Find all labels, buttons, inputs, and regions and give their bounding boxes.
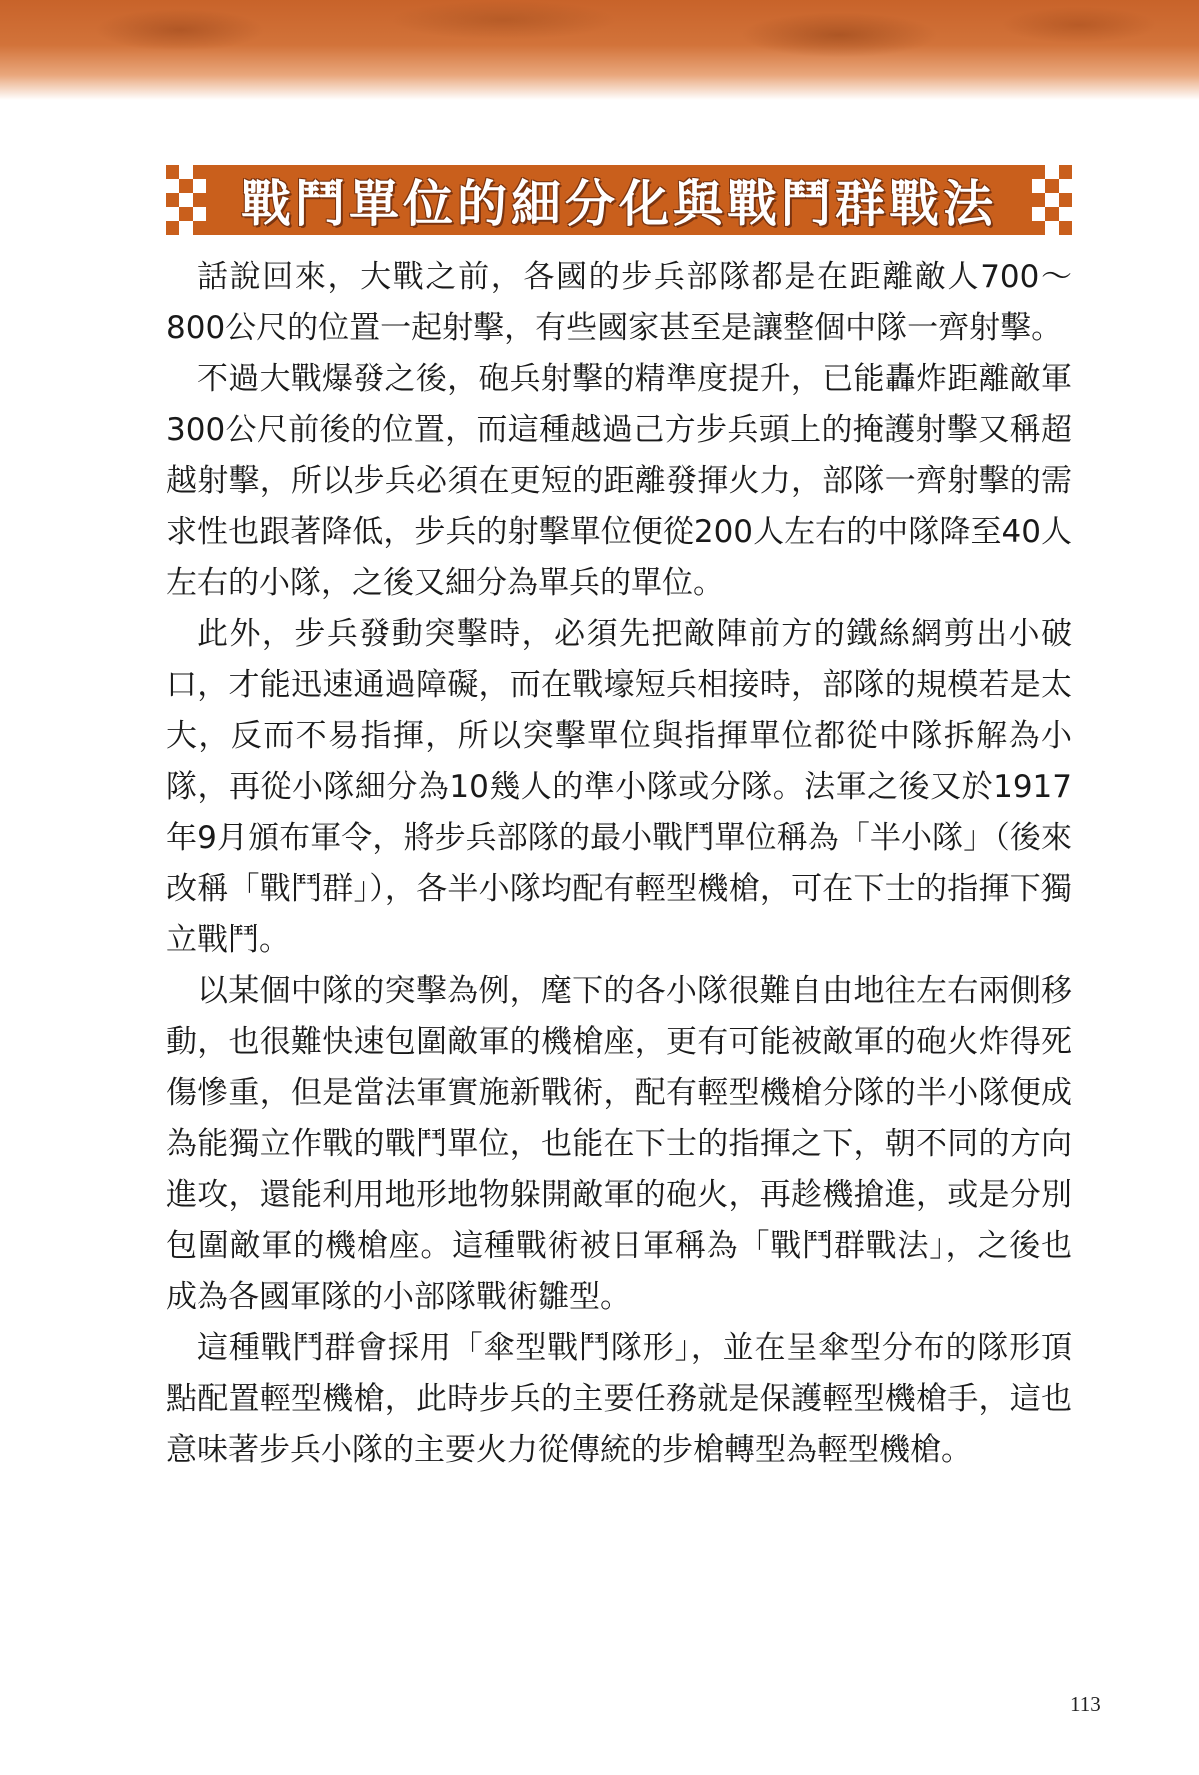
paragraph-5: 這種戰鬥群會採用「傘型戰鬥隊形」，並在呈傘型分布的隊形頂點配置輕型機槍，此時步兵的主要任務就是保護輕型機槍手，這也意味著步兵小隊的主要火力從傳統的步槍轉型為輕型機槍。 bbox=[166, 1330, 1072, 1468]
paragraph-2: 不過大戰爆發之後，砲兵射擊的精準度提升，已能轟炸距離敵軍300公尺前後的位置，而這種越過己方步兵頭上的掩護射擊又稱超越射擊，所以步兵必須在更短的距離發揮火力，部隊一齊射擊的需求性也跟著降低，步兵的射擊單位便從200人左右的中隊降至40人左右的小隊，之後又細分為單兵的單位。 bbox=[166, 361, 1072, 601]
checker-ornament-left bbox=[166, 165, 206, 235]
paragraph-3: 此外，步兵發動突擊時，必須先把敵陣前方的鐵絲網剪出小破口，才能迅速通過障礙，而在戰壕短兵相接時，部隊的規模若是太大，反而不易指揮，所以突擊單位與指揮單位都從中隊拆解為小隊，再從小隊細分為10幾人的準小隊或分隊。法軍之後又於1917年9月頒布軍令，將步兵部隊的最小戰鬥單位稱為「半小隊」（後來改稱「戰鬥群」），各半小隊均配有輕型機槍，可在下士的指揮下獨立戰鬥。 bbox=[166, 616, 1072, 958]
article-body bbox=[166, 252, 1072, 1476]
header-decorative-band bbox=[0, 0, 1199, 100]
section-title-bar bbox=[166, 165, 1072, 235]
paragraph-4: 以某個中隊的突擊為例，麾下的各小隊很難自由地往左右兩側移動，也很難快速包圍敵軍的機槍座，更有可能被敵軍的砲火炸得死傷慘重，但是當法軍實施新戰術，配有輕型機槍分隊的半小隊便成為能獨立作戰的戰鬥單位，也能在下士的指揮之下，朝不同的方向進攻，還能利用地形地物躲開敵軍的砲火，再趁機搶進，或是分別包圍敵軍的機槍座。這種戰術被日軍稱為「戰鬥群戰法」，之後也成為各國軍隊的小部隊戰術雛型。 bbox=[166, 973, 1072, 1315]
paragraph-1: 話說回來，大戰之前，各國的步兵部隊都是在距離敵人700～800公尺的位置一起射擊，有些國家甚至是讓整個中隊一齊射擊。 bbox=[166, 259, 1072, 346]
page-number: 113 bbox=[1070, 1692, 1101, 1716]
checker-ornament-right bbox=[1032, 165, 1072, 235]
section-title: 戰鬥單位的細分化與戰鬥群戰法 bbox=[241, 175, 997, 233]
